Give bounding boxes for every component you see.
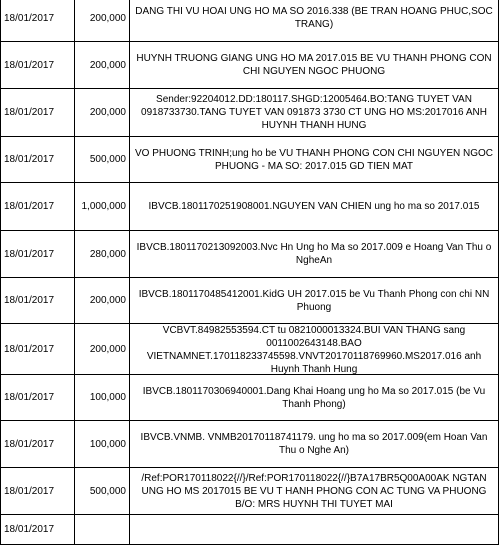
amount-cell: 200,000 (75, 324, 130, 375)
amount-cell: 500,000 (75, 468, 130, 515)
date-cell: 18/01/2017 (1, 183, 75, 231)
date-cell: 18/01/2017 (1, 231, 75, 278)
description-text: IBVCB.1801170485412001.KidG UH 2017.015 be Vu Thanh Phong con chi NN Phuong (138, 288, 490, 313)
amount-cell (75, 515, 130, 545)
date-cell: 18/01/2017 (1, 42, 75, 89)
date-cell: 18/01/2017 (1, 137, 75, 183)
amount-cell: 200,000 (75, 42, 130, 89)
amount-cell: 200,000 (75, 0, 130, 42)
description-text: /Ref:POR170118022{//}/Ref:POR170118022{//}B7A17BR5Q00A00AK NGTAN UNG HO MS 2017015 BE VU T HANH PHONG CON AC TUNG VA PHUONG B/O: MRS HUYNH THI TUYET MAI (141, 472, 487, 510)
date-cell: 18/01/2017 (1, 375, 75, 421)
description-cell (130, 278, 499, 324)
table-row (1, 183, 499, 231)
table-row (1, 278, 499, 324)
description-cell (130, 137, 499, 183)
date-cell: 18/01/2017 (1, 89, 75, 137)
description-text: VO PHUONG TRINH;ung ho be VU THANH PHONG CON CHI NGUYEN NGOC PHUONG - MA SO: 2017.015 GD TIEN MAT (134, 147, 494, 172)
table-row (1, 89, 499, 137)
description-text: IBVCB.VNMB. VNMB20170118741179. ung ho ma so 2017.009(em Hoan Van Thu o Nghe An) (140, 432, 488, 456)
ledger-body (1, 0, 499, 545)
date-cell: 18/01/2017 (1, 421, 75, 468)
description-text: IBVCB.1801170213092003.Nvc Hn Ung ho Ma so 2017.009 e Hoang Van Thu o NgheAn (136, 242, 492, 266)
amount-cell: 100,000 (75, 421, 130, 468)
table-row (1, 137, 499, 183)
description-cell (130, 515, 499, 545)
date-cell: 18/01/2017 (1, 278, 75, 324)
description-cell (130, 0, 499, 42)
description-cell (130, 183, 499, 231)
description-text: IBVCB.1801170306940001.Dang Khai Hoang ung ho Ma so 2017.015 (be Vu Thanh Phong) (142, 385, 486, 410)
description-cell (130, 375, 499, 421)
description-cell (130, 468, 499, 515)
description-cell (130, 421, 499, 468)
date-cell: 18/01/2017 (1, 0, 75, 42)
description-text: HUYNH TRUONG GIANG UNG HO MA 2017.015 BE VU THANH PHONG CON CHI NGUYEN NGOC PHUONG (136, 53, 492, 77)
description-text: IBVCB.1801170251908001.NGUYEN VAN CHIEN ung ho ma so 2017.015 (148, 201, 480, 212)
description-text: DANG THI VU HOAI UNG HO MA SO 2016.338 (BE TRAN HOANG PHUC,SOC TRANG) (135, 6, 493, 30)
table-row (1, 515, 499, 545)
date-cell: 18/01/2017 (1, 468, 75, 515)
table-row (1, 0, 499, 42)
date-cell: 18/01/2017 (1, 324, 75, 375)
table-row (1, 375, 499, 421)
description-cell (130, 42, 499, 89)
table-row (1, 468, 499, 515)
table-row (1, 421, 499, 468)
description-text: VCBVT.84982553594.CT tu 0821000013324.BUI VAN THANG sang 0011002643148.BAO VIETNAMNET.170118233745598.VNVT20170118769960.MS2017.016 anh Huynh Thanh Hung (146, 325, 482, 375)
description-cell (130, 231, 499, 278)
date-cell: 18/01/2017 (1, 515, 75, 545)
description-text: Sender:92204012.DD:180117.SHGD:12005464.BO:TANG TUYET VAN 0918733730.TANG TUYET VAN 091873 3730 CT UNG HO MS:2017016 ANH HUYNH THANH HUNG (141, 94, 487, 131)
amount-cell: 280,000 (75, 231, 130, 278)
amount-cell: 1,000,000 (75, 183, 130, 231)
description-cell (130, 89, 499, 137)
amount-cell: 200,000 (75, 278, 130, 324)
amount-cell: 100,000 (75, 375, 130, 421)
table-row (1, 324, 499, 375)
description-cell (130, 324, 499, 375)
amount-cell: 200,000 (75, 89, 130, 137)
amount-cell: 500,000 (75, 137, 130, 183)
table-row (1, 231, 499, 278)
table-row (1, 42, 499, 89)
